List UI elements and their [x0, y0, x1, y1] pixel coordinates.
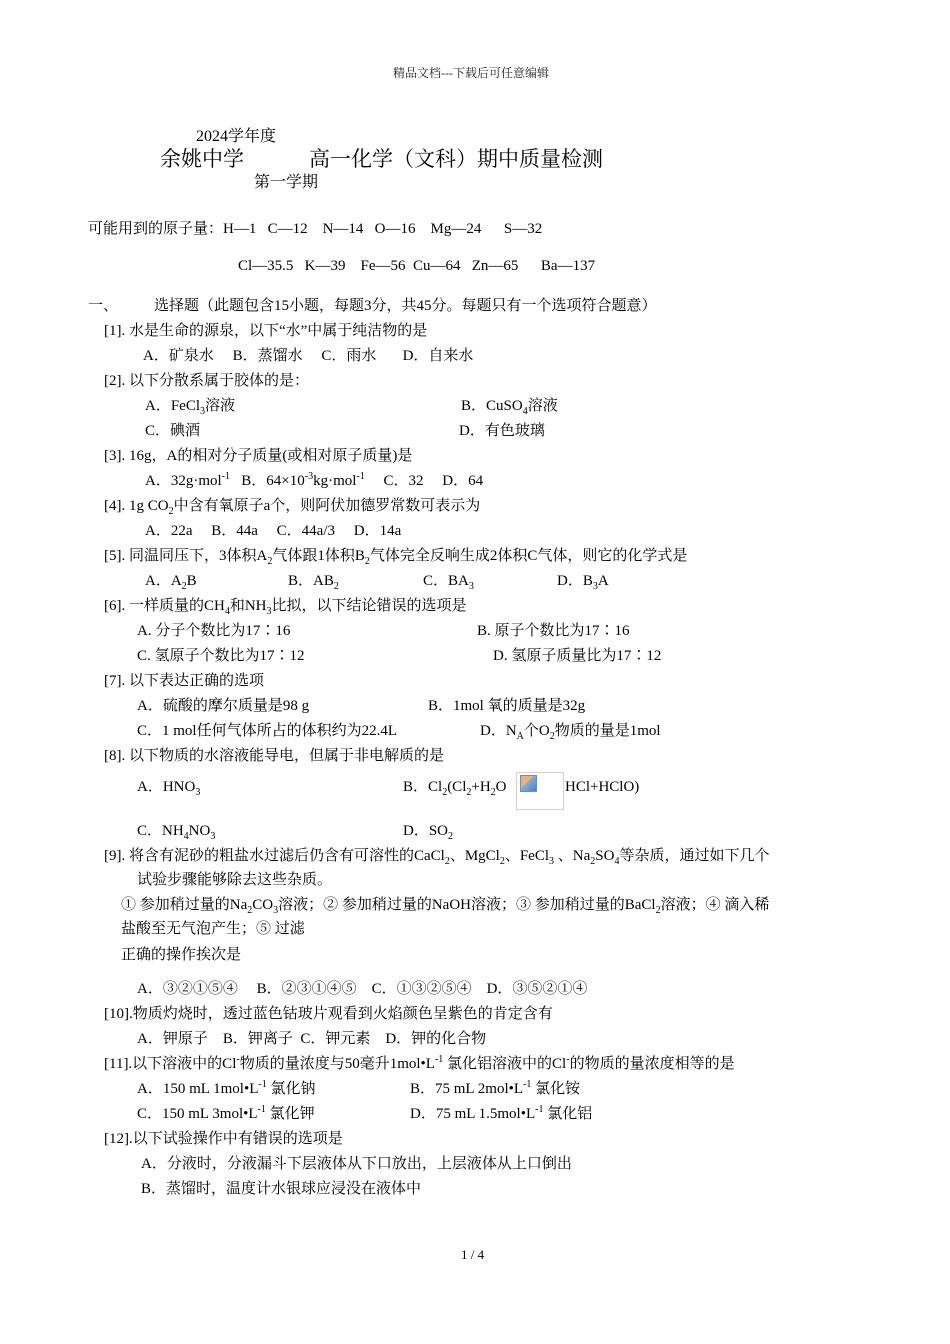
q11-option-c: C．150 mL $3mol•L^{-1}$ 氯化钾 — [137, 1104, 315, 1122]
q5-option-a: A．$A_2B$ — [145, 573, 197, 592]
q11-option-a: A．150 mL $1mol•L^{-1}$ 氯化钠 — [137, 1079, 316, 1097]
atomic-masses-label: 可能用到的原子量： — [88, 221, 224, 237]
q10-stem: [10].物质灼烧时，透过蓝色钴玻片观看到火焰颜色呈紫色的肯定含有 — [104, 1006, 553, 1022]
section-number: 一、 — [88, 298, 119, 314]
q5-stem: [5]. 同温同压下，3体积$A_2$气体跟1体积$B_2$气体完全反响生成2体积C气体，则它的化学式是 — [104, 548, 688, 567]
q3-options: A．32g·mol$^{-1}$ B．$64\times 10^{-3}kg\cdot mol^{-1}$ C．32 D．64 — [145, 471, 484, 489]
atomic-masses-values-1: H—1 C—12 N—14 O—16 Mg—24 S—32 — [223, 221, 543, 237]
q1-stem: [1]. 水是生命的源泉，以下“水”中属于纯洁物的是 — [104, 323, 428, 339]
q7-option-a: A．硫酸的摩尔质量是98 g — [137, 698, 310, 714]
q6-option-a: A. 分子个数比为17∶16 — [137, 623, 291, 639]
q9-question: 正确的操作挨次是 — [121, 947, 242, 963]
q6-stem: [6]. 一样质量的$CH_4$和$NH_3$比拟，以下结论错误的选项是 — [104, 598, 467, 617]
q10-options: A．钾原子 B．钾离子 C．钾元素 D．钾的化合物 — [137, 1031, 487, 1047]
q2-option-b: B．CuSO$_4$溶液 — [461, 398, 558, 417]
q9-stem-line2: 试验步骤能够除去这些杂质。 — [137, 872, 333, 888]
q7-option-d: D．$N_A$个$O_2$物质的量是1mol — [480, 723, 661, 742]
atomic-masses-line1 — [88, 220, 542, 238]
q5-option-c: C．$BA_3$ — [423, 573, 474, 592]
q12-stem: [12].以下试验操作中有错误的选项是 — [104, 1131, 343, 1147]
q9-stem-line1: [9]. 将含有泥砂的粗盐水过滤后仍含有可溶性的CaCl$_2$、MgCl$_2$、FeCl$_3$ 、$Na_2SO_4$等杂质，通过如下几个 — [104, 848, 770, 867]
q1-options: A．矿泉水 B．蒸馏水 C．雨水 D．自来水 — [143, 348, 474, 364]
q9-steps-line2: 盐酸至无气泡产生；⑤ 过滤 — [121, 921, 305, 937]
title-year: 2024学年度 — [196, 128, 277, 145]
q8-option-c: C．$NH_4NO_3$ — [137, 823, 216, 842]
q4-stem: [4]. 1g $CO_2$中含有氧原子a个，则阿伏加德罗常数可表示为 — [104, 498, 481, 517]
q12-option-b: B．蒸馏时，温度计水银球应浸没在液体中 — [141, 1181, 422, 1197]
header-note: 精品文档---下载后可任意编辑 — [393, 66, 549, 80]
title-semester: 第一学期 — [254, 174, 319, 191]
section-heading: 选择题（此题包含15小题，每题3分，共45分。每题只有一个选项符合题意） — [154, 298, 657, 314]
q12-option-a: A．分液时，分液漏斗下层液体从下口放出，上层液体从上口倒出 — [141, 1156, 572, 1172]
q6-option-b: B. 原子个数比为17∶16 — [477, 623, 630, 639]
q6-option-d: D. 氢原子质量比为17∶12 — [493, 648, 662, 664]
q2-option-d: D．有色玻璃 — [459, 423, 545, 439]
q8-stem: [8]. 以下物质的水溶液能导电，但属于非电解质的是 — [104, 748, 444, 764]
q2-option-a: A．FeCl$_3$溶液 — [145, 398, 236, 417]
q9-options: A．③②①⑤④ B．②③①④⑤ C．①③②⑤④ D．③⑤②①④ — [137, 981, 588, 997]
q4-options: A．22a B．44a C．44a/3 D．14a — [145, 523, 402, 539]
q9-steps-line1: ① 参加稍过量的$Na_2CO_3$溶液；② 参加稍过量的NaOH溶液；③ 参加稍过量的BaCl$_2$溶液；④ 滴入稀 — [121, 897, 770, 916]
q8-option-b: B．$Cl_2(Cl_2+H_2O$ — [403, 779, 507, 798]
title-exam: 高一化学（文科）期中质量检测 — [309, 147, 603, 171]
broken-image-icon — [516, 772, 564, 810]
title-school: 余姚中学 — [160, 147, 244, 171]
q11-option-d: D．75 mL $1.5mol•L^{-1}$ 氯化铝 — [410, 1104, 593, 1122]
q7-option-b: B．1mol 氧的质量是32g — [428, 698, 586, 714]
q5-option-d: D．$B_3A$ — [557, 573, 609, 592]
q6-option-c: C. 氢原子个数比为17∶12 — [137, 648, 305, 664]
q5-option-b: B．$AB_2$ — [288, 573, 339, 592]
atomic-masses-line2: Cl—35.5 K—39 Fe—56 Cu—64 Zn—65 Ba—137 — [238, 258, 596, 274]
page-number: 1 / 4 — [461, 1247, 485, 1262]
q2-stem: [2]. 以下分散系属于胶体的是： — [104, 373, 309, 389]
q2-option-c: C．碘酒 — [145, 423, 201, 439]
q3-stem: [3]. 16g，A的相对分子质量(或相对原子质量)是 — [104, 448, 413, 464]
q7-option-c: C．1 mol任何气体所占的体积约为22.4L — [137, 723, 398, 739]
q8-option-b-products: HCl+HClO) — [565, 779, 640, 795]
q11-option-b: B．75 mL $2mol•L^{-1}$ 氯化铵 — [410, 1079, 581, 1097]
q11-stem: [11].以下溶液中的Cl-物质的量浓度与50毫升$1mol•L^{-1}$ 氯化铝溶液中的Cl-的物质的量浓度相等的是 — [104, 1054, 735, 1072]
q7-stem: [7]. 以下表达正确的选项 — [104, 673, 264, 689]
q8-option-d: D．$SO_2$ — [403, 823, 454, 842]
q8-option-a: A．$HNO_3$ — [137, 779, 201, 798]
